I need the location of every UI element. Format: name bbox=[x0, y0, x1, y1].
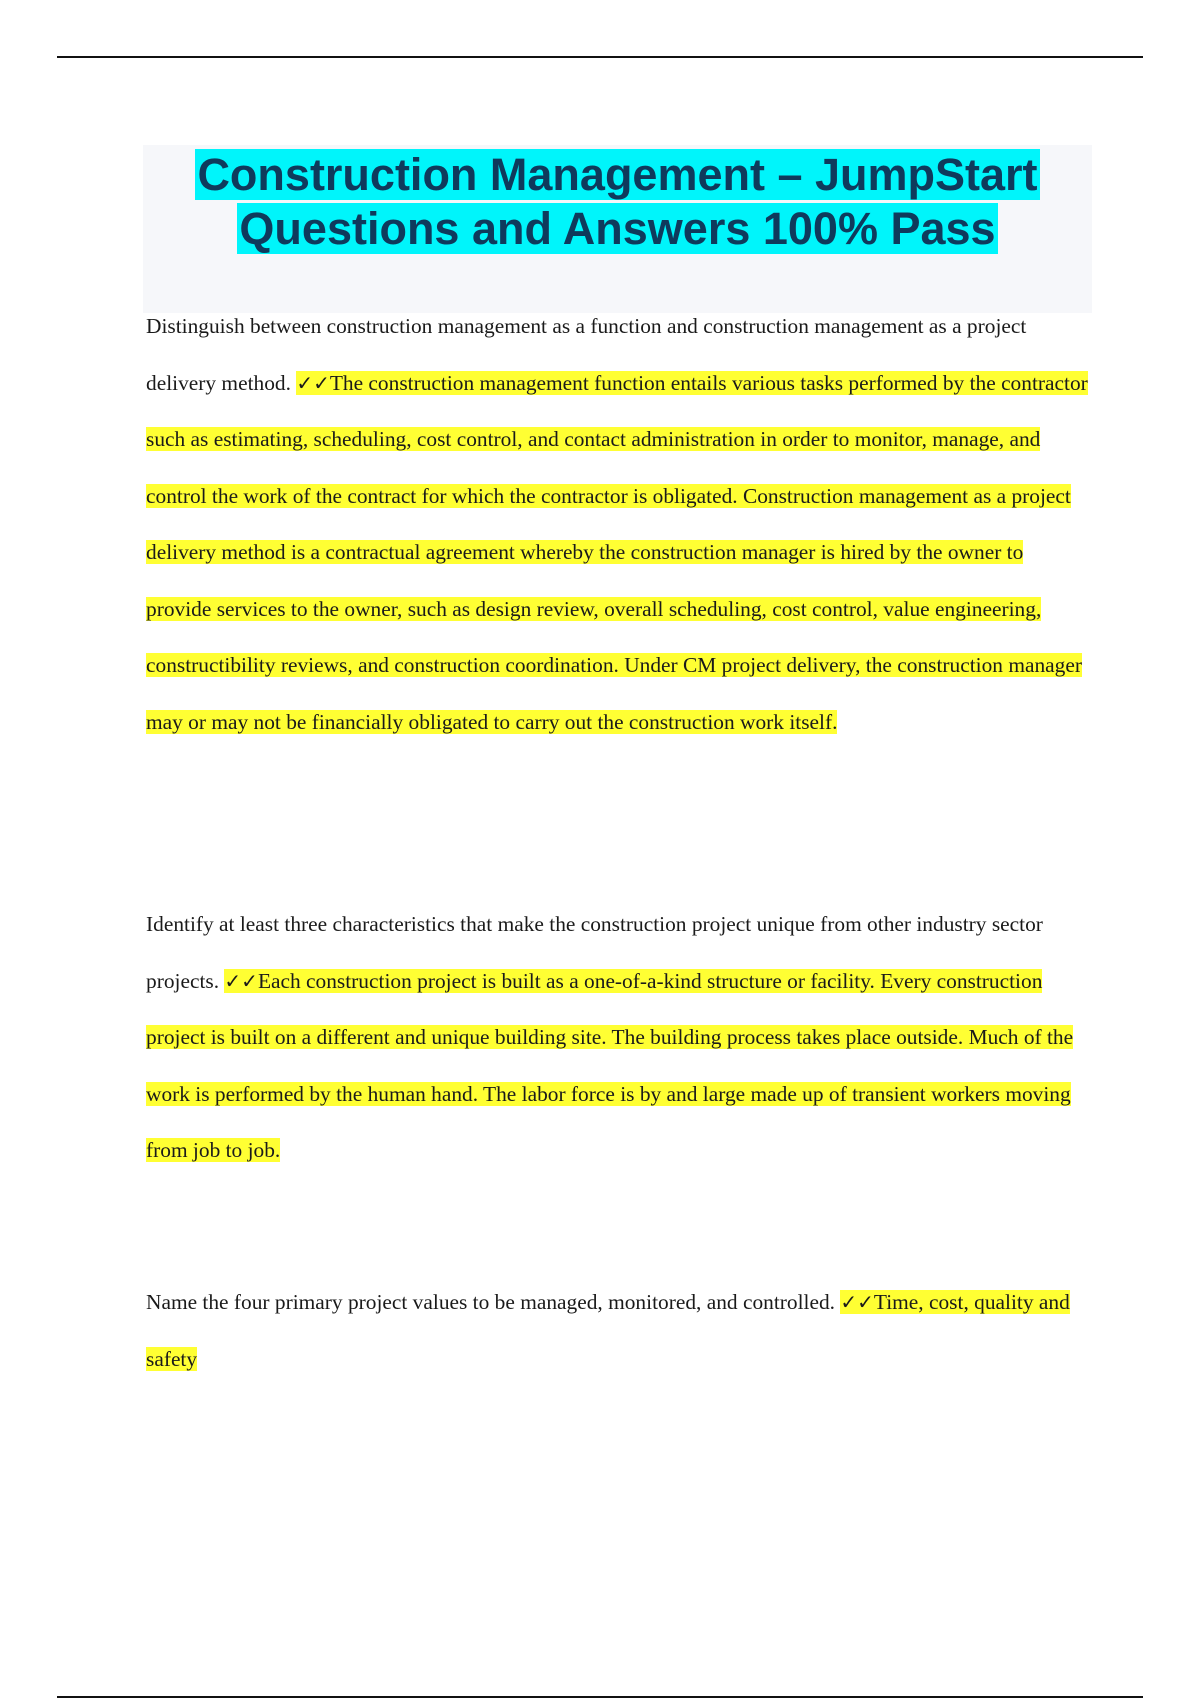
title-block bbox=[143, 145, 1092, 313]
double-check-icon: ✓✓ bbox=[224, 968, 258, 993]
document-title bbox=[143, 145, 1092, 256]
double-check-icon: ✓✓ bbox=[296, 370, 330, 395]
title-line-2: Questions and Answers 100% Pass bbox=[239, 203, 996, 254]
answer-text: Time, cost, quality and safety bbox=[146, 1290, 1070, 1371]
question-text: Identify at least three characteristics that make the construction project unique from other industry sector projects. bbox=[146, 912, 1043, 993]
qa-item bbox=[146, 896, 1091, 1179]
title-line-1: Construction Management – JumpStart bbox=[197, 149, 1038, 200]
question-text: Name the four primary project values to be managed, monitored, and controlled. bbox=[146, 1290, 836, 1314]
qa-item bbox=[146, 298, 1091, 750]
answer-highlight bbox=[146, 969, 1073, 1163]
header-rule bbox=[57, 56, 1143, 58]
question-text: Distinguish between construction management as a function and construction management as a project delivery method. bbox=[146, 314, 1027, 395]
answer-highlight bbox=[146, 371, 1088, 734]
answer-text: Each construction project is built as a one-of-a-kind structure or facility. Every construction project is built on a different and unique building site. The building process takes place outside. Much of the work is performed by the human hand. The labor force is by and large made up of transient workers moving from job to job. bbox=[146, 968, 1074, 1162]
answer-text: The construction management function entails various tasks performed by the contractor such as estimating, scheduling, cost control, and contact administration in order to monitor, manage, and control the work of the contract for which the contractor is obligated. Construction management as a project delivery method is a contractual agreement whereby the construction manager is hired by the owner to provide services to the owner, such as design review, overall scheduling, cost control, value engineering, constructibility reviews, and construction coordination. Under CM project delivery, the construction manager may or may not be financially obligated to carry out the construction work itself. bbox=[146, 370, 1088, 734]
double-check-icon: ✓✓ bbox=[840, 1290, 874, 1314]
qa-item bbox=[146, 1274, 1091, 1387]
footer-rule bbox=[57, 1696, 1143, 1698]
